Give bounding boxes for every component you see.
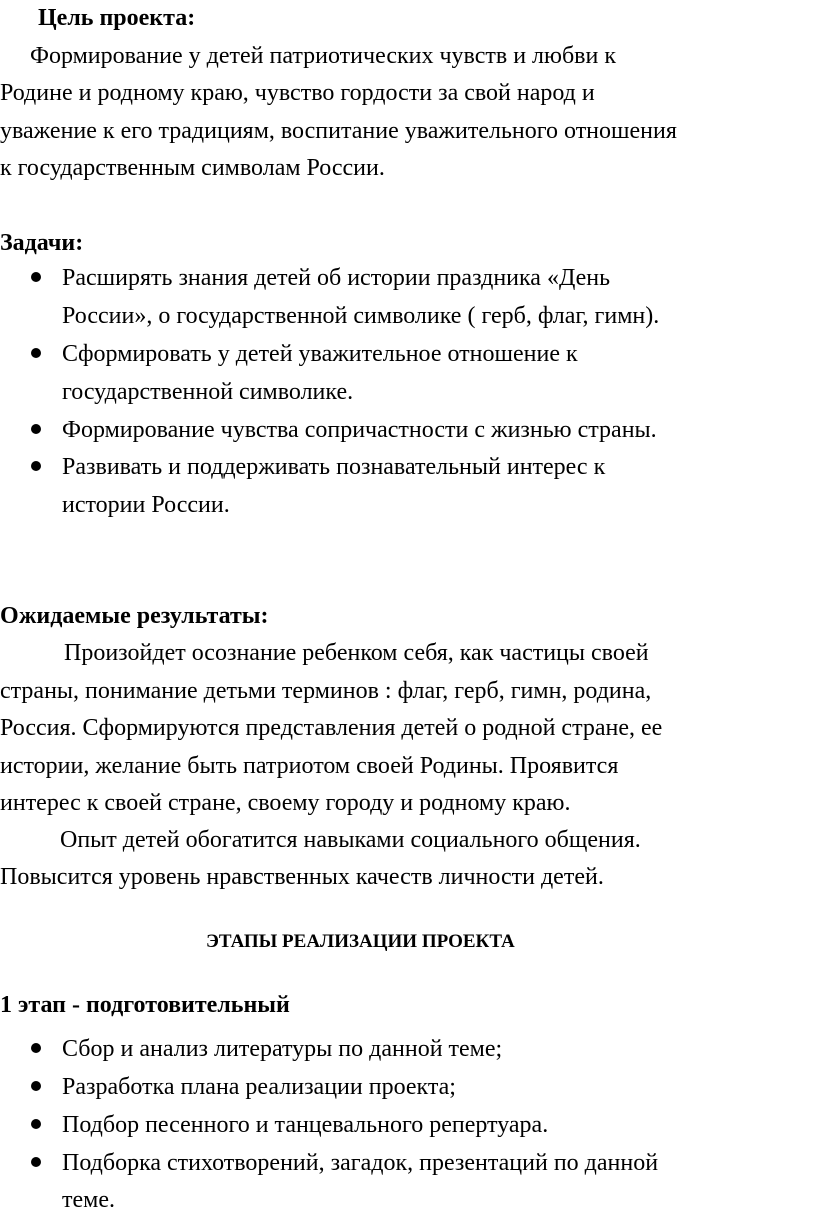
bullet-icon [29,346,43,360]
stage1-item-line: Разработка плана реализации проекта; [62,1074,456,1100]
results-line: Россия. Сформируются представления детей о родной стране, ее [0,715,663,741]
stage1-item-line: Сбор и анализ литературы по данной теме; [62,1036,503,1062]
task-item-line: истории России. [62,492,230,518]
stage1-item-line: Подбор песенного и танцевального репертуара. [62,1112,549,1138]
bullet-icon [29,1117,43,1131]
bullet-icon [29,1079,43,1093]
stage1-item-line: Подборка стихотворений, загадок, презентаций по данной [62,1150,659,1176]
tasks-heading: Задачи: [0,230,84,256]
goal-heading: Цель проекта: [38,5,196,31]
goal-line: Формирование у детей патриотических чувств и любви к [30,43,617,69]
task-item-line: Расширять знания детей об истории праздника «День [62,265,611,291]
results-line: Опыт детей обогатится навыками социального общения. [60,827,641,853]
goal-line: Родине и родному краю, чувство гордости за свой народ и [0,80,595,106]
goal-line: уважение к его традициям, воспитание уважительного отношения [0,118,677,144]
results-line: истории, желание быть патриотом своей Родины. Проявится [0,753,619,779]
bullet-icon [29,1155,43,1169]
bullet-icon [29,270,43,284]
results-line: страны, понимание детьми терминов : флаг, герб, гимн, родина, [0,678,652,704]
stages-heading: ЭТАПЫ РЕАЛИЗАЦИИ ПРОЕКТА [206,931,515,952]
results-line: Произойдет осознание ребенком себя, как частицы своей [64,640,649,666]
stage1-heading: 1 этап - подготовительный [0,992,290,1018]
results-heading: Ожидаемые результаты: [0,603,269,629]
results-line: Повысится уровень нравственных качеств личности детей. [0,864,604,890]
bullet-icon [29,422,43,436]
task-item-line: России», о государственной символике ( герб, флаг, гимн). [62,303,660,329]
task-item-line: Формирование чувства сопричастности с жизнью страны. [62,417,657,443]
goal-line: к государственным символам России. [0,155,385,181]
results-line: интерес к своей стране, своему городу и родному краю. [0,790,571,816]
task-item-line: Сформировать у детей уважительное отношение к [62,341,578,367]
task-item-line: государственной символике. [62,379,354,405]
bullet-icon [29,459,43,473]
task-item-line: Развивать и поддерживать познавательный интерес к [62,454,606,480]
stage1-item-line: теме. [62,1187,115,1213]
bullet-icon [29,1041,43,1055]
